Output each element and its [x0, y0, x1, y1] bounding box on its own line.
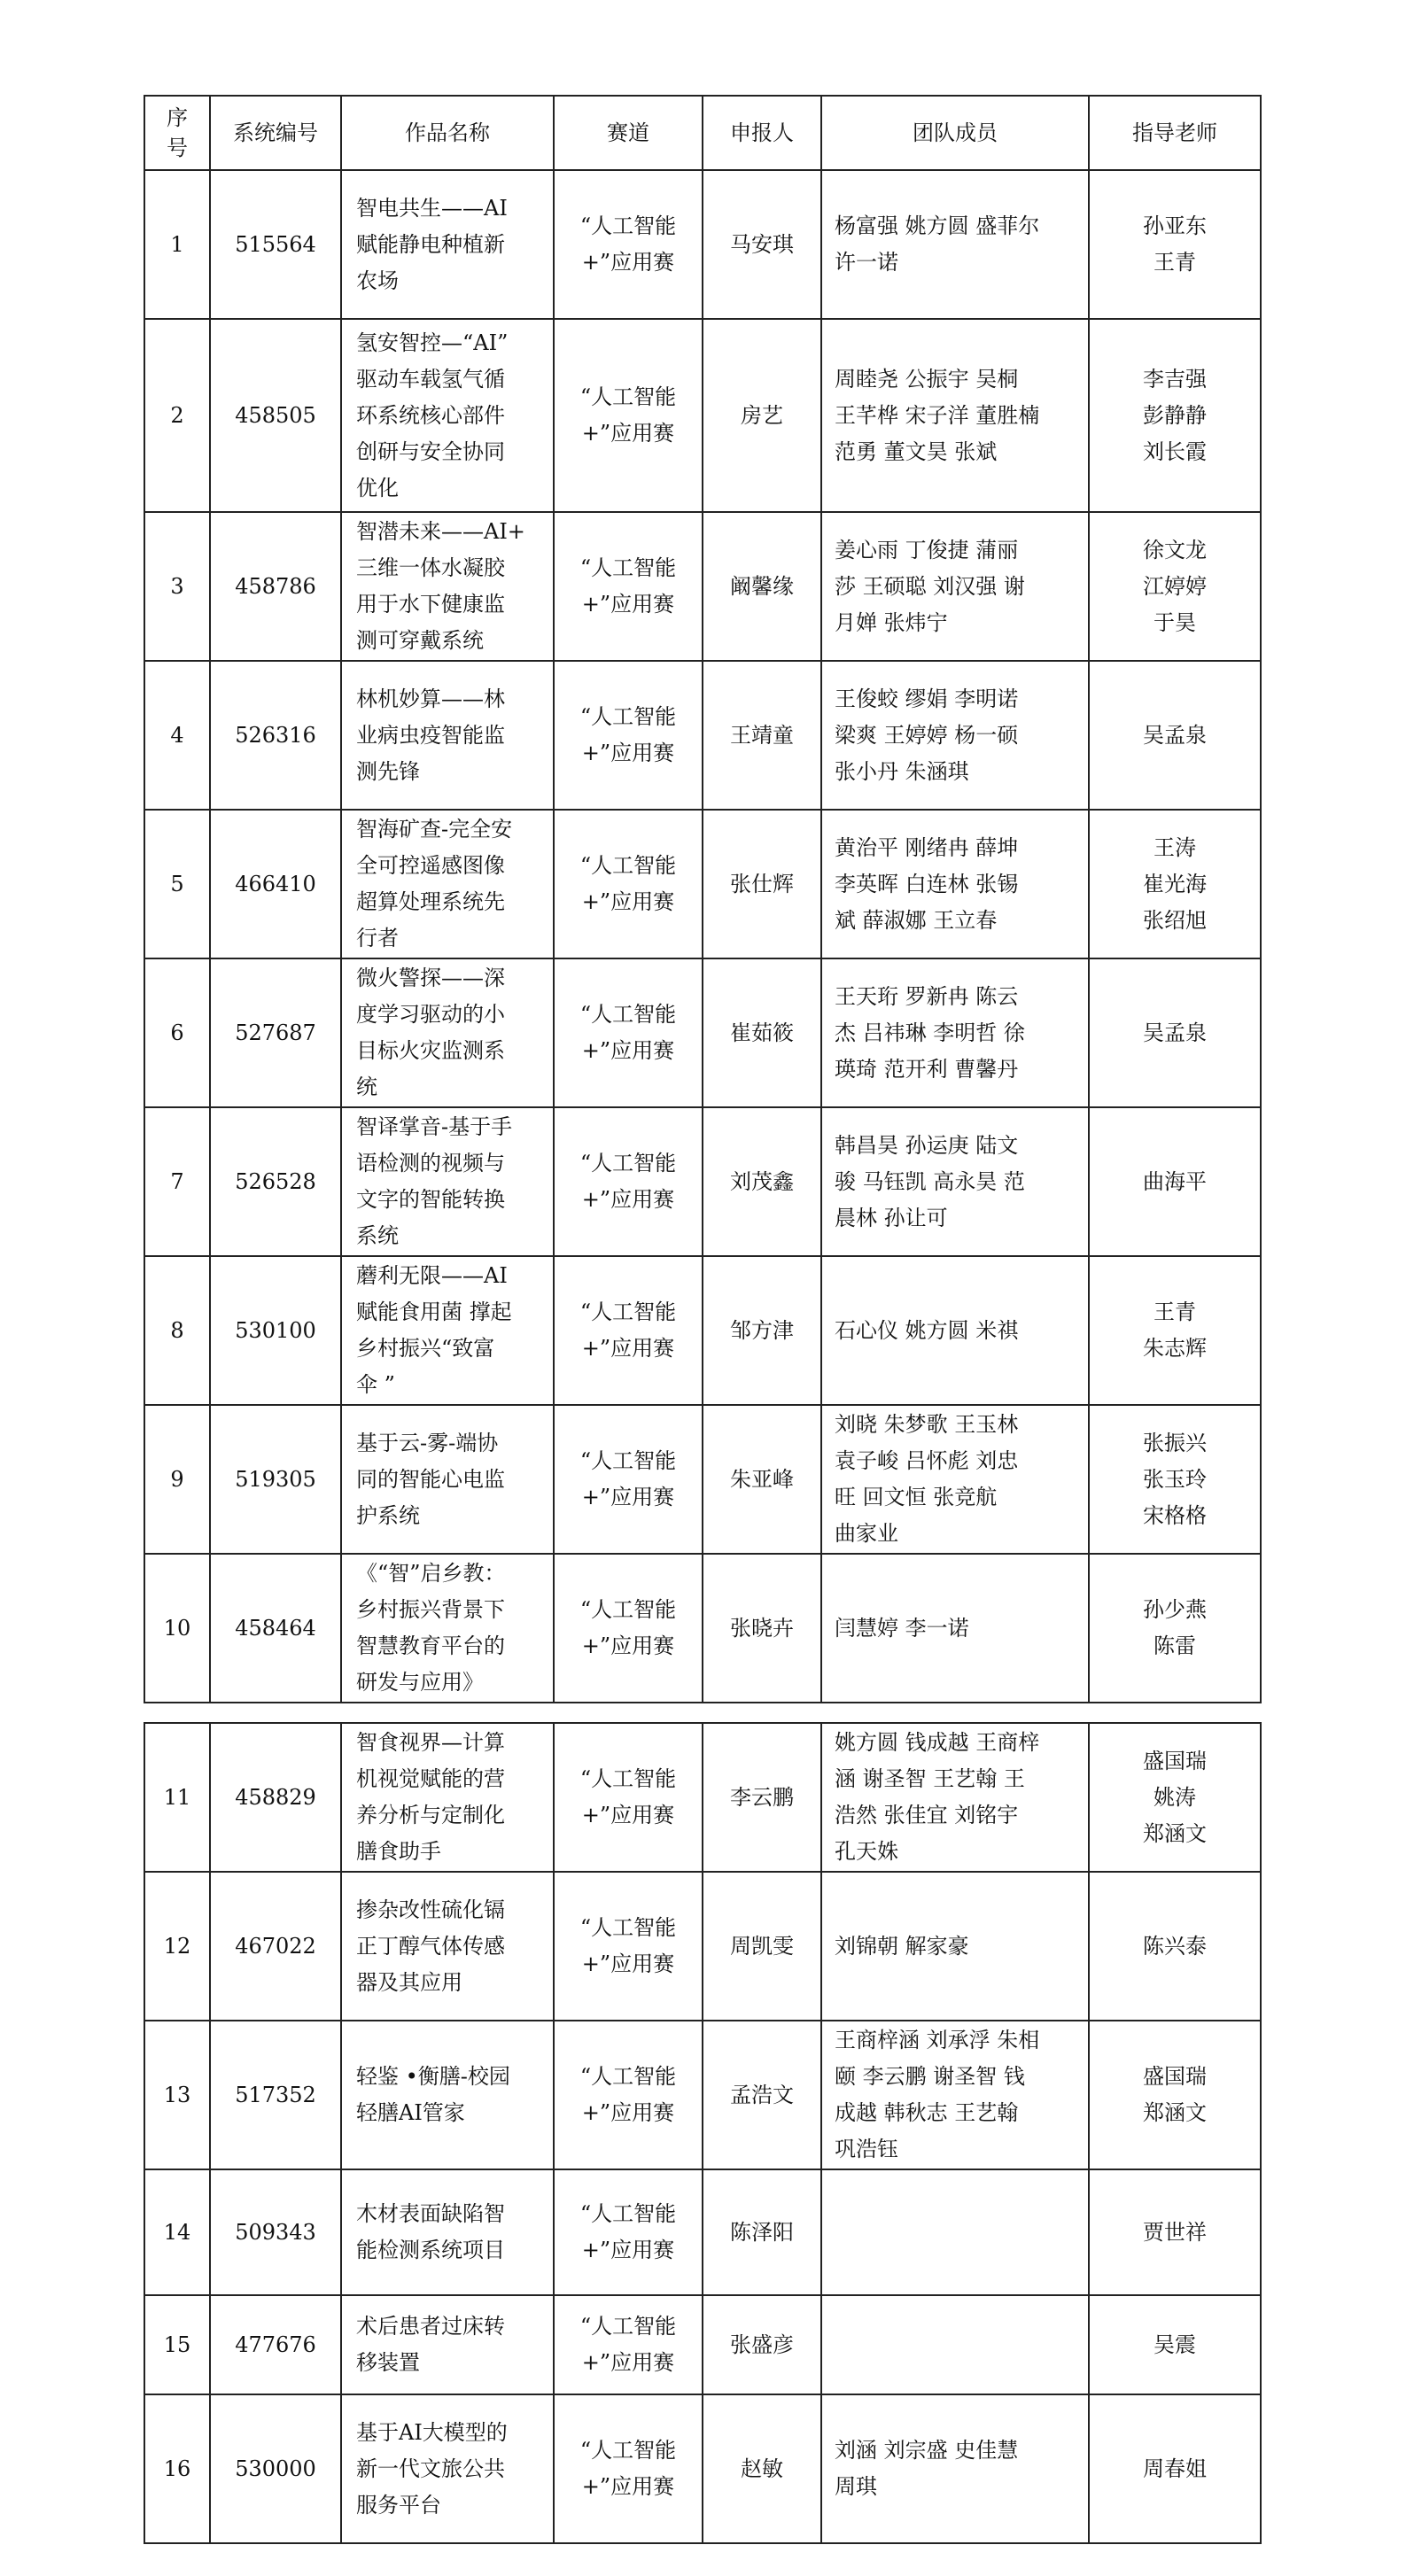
project-table-2: [144, 1722, 1262, 2544]
team-member-line: 韩昌昊 孙运庚 陆文: [835, 1132, 1019, 1158]
advisor-name: 宋格格: [1143, 1502, 1207, 1528]
header-advisor: 指导老师: [1089, 96, 1261, 170]
track-line: +”应用赛: [581, 2238, 675, 2262]
cell-track: [554, 1872, 703, 2021]
team-member-line: 王芊桦 宋子洋 董胜楠: [835, 402, 1040, 428]
cell-system-code: 458464: [210, 1554, 341, 1703]
team-member-line: 闫慧婷 李一诺: [835, 1615, 969, 1641]
cell-system-code: 467022: [210, 1872, 341, 2021]
cell-system-code: 526528: [210, 1107, 341, 1256]
cell-project-name: [341, 1256, 554, 1405]
cell-index: 4: [144, 661, 210, 810]
cell-index: 15: [144, 2295, 210, 2394]
track-line: +”应用赛: [581, 1038, 675, 1063]
cell-advisor: [1089, 512, 1261, 661]
cell-track: [554, 661, 703, 810]
advisor-name: 张绍旭: [1143, 907, 1207, 933]
cell-track: [554, 2169, 703, 2295]
table-row: [144, 661, 1261, 810]
table-row: [144, 1872, 1261, 2021]
cell-system-code: 515564: [210, 170, 341, 319]
project-name-line: 统: [356, 1075, 377, 1099]
cell-system-code: 466410: [210, 810, 341, 958]
project-name-line: 服务平台: [356, 2492, 441, 2518]
cell-project-name: [341, 512, 554, 661]
cell-advisor: [1089, 1107, 1261, 1256]
cell-applicant: 王靖童: [703, 661, 821, 810]
cell-index: 2: [144, 319, 210, 512]
track-line: +”应用赛: [581, 2474, 675, 2499]
advisor-name: 李吉强: [1143, 366, 1207, 392]
advisor-name: 周春姐: [1143, 2456, 1207, 2481]
cell-index: 13: [144, 2021, 210, 2169]
advisor-name: 江婷婷: [1143, 573, 1207, 599]
project-name-line: 移装置: [356, 2350, 420, 2375]
cell-applicant: 孟浩文: [703, 2021, 821, 2169]
advisor-name: 吴孟泉: [1143, 1020, 1207, 1045]
cell-project-name: [341, 1872, 554, 2021]
track-line: “人工智能: [579, 2064, 677, 2089]
team-member-line: 刘晓 朱梦歌 王玉林: [835, 1412, 1019, 1437]
project-name-line: 行者: [356, 926, 399, 950]
cell-applicant: 阚馨缘: [703, 512, 821, 661]
team-member-line: 张小丹 朱涵琪: [835, 758, 969, 784]
cell-track: [554, 810, 703, 958]
cell-index: 6: [144, 958, 210, 1107]
cell-advisor: [1089, 319, 1261, 512]
advisor-name: 陈兴泰: [1143, 1933, 1207, 1959]
team-member-line: 王商梓涵 刘承浮 朱相: [835, 2028, 1040, 2052]
advisor-name: 徐文龙: [1143, 537, 1207, 563]
advisor-name: 贾世祥: [1143, 2219, 1207, 2245]
advisor-name: 崔光海: [1143, 871, 1207, 896]
team-member-line: 李英晖 白连林 张锡: [835, 871, 1019, 896]
advisor-name: 张玉玲: [1143, 1466, 1207, 1492]
table-row: [144, 810, 1261, 958]
advisor-name: 王涛: [1154, 834, 1196, 860]
cell-track: [554, 1723, 703, 1872]
project-name-line: 膳食助手: [356, 1839, 441, 1864]
table-row: [144, 512, 1261, 661]
cell-applicant: 马安琪: [703, 170, 821, 319]
cell-system-code: 519305: [210, 1405, 341, 1554]
project-name-line: 智译掌音-基于手: [356, 1114, 513, 1139]
cell-system-code: 458829: [210, 1723, 341, 1872]
cell-team-members: [821, 319, 1089, 512]
team-member-line: 刘涵 刘宗盛 史佳慧: [835, 2438, 1019, 2463]
track-line: +”应用赛: [581, 741, 675, 765]
table-row: [144, 2295, 1261, 2394]
cell-system-code: 509343: [210, 2169, 341, 2295]
header-team-members: 团队成员: [821, 96, 1089, 170]
cell-project-name: [341, 1554, 554, 1703]
project-name-line: 智潜未来——AI+: [356, 519, 525, 544]
cell-track: [554, 319, 703, 512]
track-line: +”应用赛: [581, 421, 675, 446]
track-line: +”应用赛: [581, 2350, 675, 2375]
table-row: [144, 2169, 1261, 2295]
advisor-name: 张振兴: [1143, 1430, 1207, 1455]
project-name-line: 农场: [356, 268, 399, 293]
cell-applicant: 朱亚峰: [703, 1405, 821, 1554]
team-member-line: 周琪: [835, 2474, 877, 2499]
cell-team-members: [821, 810, 1089, 958]
project-name-line: 驱动车载氢气循: [356, 366, 505, 392]
cell-project-name: [341, 1405, 554, 1554]
cell-advisor: [1089, 1405, 1261, 1554]
cell-system-code: 458505: [210, 319, 341, 512]
team-member-line: 瑛琦 范开利 曹馨丹: [835, 1056, 1019, 1082]
advisor-name: 吴震: [1154, 2332, 1196, 2357]
cell-advisor: [1089, 2295, 1261, 2394]
table-row: [144, 2021, 1261, 2169]
team-member-line: 涵 谢圣智 王艺翰 王: [835, 1766, 1025, 1791]
cell-team-members: [821, 2169, 1089, 2295]
cell-index: 10: [144, 1554, 210, 1703]
cell-index: 1: [144, 170, 210, 319]
cell-applicant: 崔茹筱: [703, 958, 821, 1107]
cell-track: [554, 1405, 703, 1554]
advisor-name: 吴孟泉: [1143, 722, 1207, 748]
cell-team-members: [821, 1723, 1089, 1872]
team-member-line: 孔天姝: [835, 1839, 898, 1864]
cell-index: 7: [144, 1107, 210, 1256]
header-applicant: 申报人: [703, 96, 821, 170]
advisor-name: 孙亚东: [1143, 213, 1207, 238]
cell-track: [554, 2021, 703, 2169]
project-name-line: 语检测的视频与: [356, 1151, 505, 1175]
track-line: “人工智能: [579, 1448, 677, 1473]
project-name-line: 林机妙算——林: [356, 686, 505, 711]
cell-project-name: [341, 1107, 554, 1256]
track-line: “人工智能: [579, 2201, 677, 2226]
cell-track: [554, 1256, 703, 1405]
cell-applicant: 李云鹏: [703, 1723, 821, 1872]
advisor-name: 郑涵文: [1143, 2100, 1207, 2125]
table-row: [144, 1107, 1261, 1256]
table-row: [144, 1405, 1261, 1554]
cell-project-name: [341, 661, 554, 810]
header-track: 赛道: [554, 96, 703, 170]
team-member-line: 杰 吕祎琳 李明哲 徐: [835, 1020, 1025, 1045]
project-name-line: 度学习驱动的小: [356, 1002, 505, 1027]
cell-advisor: [1089, 1256, 1261, 1405]
team-member-line: 莎 王硕聪 刘汉强 谢: [835, 573, 1025, 599]
project-name-line: 新一代文旅公共: [356, 2456, 505, 2481]
cell-project-name: [341, 2021, 554, 2169]
project-name-line: 测可穿戴系统: [356, 628, 484, 653]
project-name-line: 基于AI大模型的: [356, 2419, 508, 2445]
track-line: “人工智能: [579, 1766, 677, 1791]
project-name-line: 智海矿查-完全安: [356, 817, 513, 842]
cell-project-name: [341, 2295, 554, 2394]
cell-system-code: 530000: [210, 2394, 341, 2543]
cell-team-members: [821, 661, 1089, 810]
cell-applicant: 邹方津: [703, 1256, 821, 1405]
cell-index: 14: [144, 2169, 210, 2295]
team-member-line: 旺 回文恒 张竞航: [835, 1485, 998, 1509]
cell-track: [554, 170, 703, 319]
cell-project-name: [341, 810, 554, 958]
cell-track: [554, 2394, 703, 2543]
team-member-line: 刘锦朝 解家豪: [835, 1933, 969, 1959]
advisor-name: 王青: [1154, 250, 1196, 275]
cell-track: [554, 512, 703, 661]
table-row: [144, 1723, 1261, 1872]
cell-track: [554, 2295, 703, 2394]
cell-track: [554, 958, 703, 1107]
track-line: “人工智能: [579, 1002, 677, 1027]
project-name-line: 研发与应用》: [356, 1670, 484, 1695]
cell-project-name: [341, 958, 554, 1107]
project-name-line: 系统: [356, 1223, 399, 1248]
project-name-line: 掺杂改性硫化镉: [356, 1897, 505, 1922]
project-name-line: 环系统核心部件: [356, 402, 505, 428]
track-line: +”应用赛: [581, 1633, 675, 1658]
cell-project-name: [341, 319, 554, 512]
cell-system-code: 517352: [210, 2021, 341, 2169]
cell-team-members: [821, 2295, 1089, 2394]
header-index: 序 号: [144, 96, 210, 170]
project-name-line: 用于水下健康监: [356, 592, 505, 617]
team-member-line: 姜心雨 丁俊捷 蒲丽: [835, 537, 1019, 563]
project-name-line: 文字的智能转换: [356, 1187, 505, 1212]
cell-team-members: [821, 958, 1089, 1107]
team-member-line: 梁爽 王婷婷 杨一硕: [835, 722, 1019, 748]
advisor-name: 于昊: [1154, 609, 1196, 635]
track-line: +”应用赛: [581, 1187, 675, 1212]
cell-applicant: 陈泽阳: [703, 2169, 821, 2295]
project-name-line: 器及其应用: [356, 1969, 462, 1995]
cell-system-code: 527687: [210, 958, 341, 1107]
project-name-line: 基于云-雾-端协: [356, 1430, 499, 1455]
project-name-line: 正丁醇气体传感: [356, 1933, 505, 1959]
track-line: +”应用赛: [581, 1951, 675, 1976]
track-line: +”应用赛: [581, 592, 675, 617]
cell-index: 3: [144, 512, 210, 661]
project-name-line: 同的智能心电监: [356, 1466, 505, 1492]
project-name-line: 乡村振兴“致富: [356, 1336, 495, 1361]
cell-index: 16: [144, 2394, 210, 2543]
project-name-line: 机视觉赋能的营: [356, 1766, 505, 1791]
project-name-line: 养分析与定制化: [356, 1803, 505, 1827]
track-line: “人工智能: [579, 853, 677, 878]
table-header-row: [144, 96, 1261, 170]
advisor-name: 姚涛: [1154, 1784, 1196, 1810]
team-member-line: 周睦尧 公振宇 吴桐: [835, 366, 1019, 392]
track-line: “人工智能: [579, 704, 677, 729]
project-name-line: 赋能食用菌 撑起: [356, 1300, 512, 1324]
cell-team-members: [821, 512, 1089, 661]
cell-applicant: 周凯雯: [703, 1872, 821, 2021]
project-name-line: 创研与安全协同: [356, 438, 505, 464]
team-member-line: 杨富强 姚方圆 盛菲尔: [835, 213, 1040, 238]
project-name-line: 轻膳AI管家: [356, 2100, 465, 2125]
track-line: “人工智能: [579, 1597, 677, 1622]
table-row: [144, 319, 1261, 512]
project-name-line: 测先锋: [356, 758, 420, 784]
project-name-line: 《“智”启乡教：: [356, 1561, 506, 1586]
team-member-line: 石心仪 姚方圆 米祺: [835, 1317, 1019, 1343]
track-line: +”应用赛: [581, 2100, 675, 2125]
project-name-line: 智食视界—计算: [356, 1730, 505, 1755]
table-row: [144, 170, 1261, 319]
project-name-line: 轻鉴 •衡膳-校园: [356, 2064, 510, 2089]
cell-team-members: [821, 1554, 1089, 1703]
team-member-line: 黄治平 刚绪冉 薛坤: [835, 834, 1019, 860]
track-line: “人工智能: [579, 2314, 677, 2339]
track-line: +”应用赛: [581, 889, 675, 914]
team-member-line: 袁子峻 吕怀彪 刘忠: [835, 1448, 1019, 1473]
cell-advisor: [1089, 1872, 1261, 2021]
cell-advisor: [1089, 170, 1261, 319]
project-name-line: 赋能静电种植新: [356, 231, 505, 257]
project-name-line: 超算处理系统先: [356, 889, 505, 914]
team-member-line: 许一诺: [835, 250, 898, 275]
track-line: “人工智能: [579, 1151, 677, 1175]
advisor-name: 刘长霞: [1143, 438, 1207, 464]
track-line: “人工智能: [579, 1300, 677, 1324]
project-name-line: 优化: [356, 475, 399, 500]
advisor-name: 朱志辉: [1143, 1336, 1207, 1361]
track-line: “人工智能: [579, 213, 677, 238]
project-name-line: 智电共生——AI: [356, 195, 508, 221]
header-project-name: 作品名称: [341, 96, 554, 170]
advisor-name: 彭静静: [1143, 402, 1207, 428]
cell-advisor: [1089, 958, 1261, 1107]
advisor-name: 盛国瑞: [1143, 2064, 1207, 2089]
project-table-1: [144, 95, 1262, 1703]
track-line: +”应用赛: [581, 1485, 675, 1509]
advisor-name: 盛国瑞: [1143, 1748, 1207, 1773]
cell-system-code: 458786: [210, 512, 341, 661]
team-member-line: 姚方圆 钱成越 王商梓: [835, 1730, 1040, 1755]
cell-team-members: [821, 1107, 1089, 1256]
cell-index: 12: [144, 1872, 210, 2021]
team-member-line: 颐 李云鹏 谢圣智 钱: [835, 2064, 1025, 2089]
cell-applicant: 张仕辉: [703, 810, 821, 958]
cell-project-name: [341, 2169, 554, 2295]
project-name-line: 智慧教育平台的: [356, 1633, 505, 1658]
header-system-code: 系统编号: [210, 96, 341, 170]
cell-team-members: [821, 170, 1089, 319]
team-member-line: 晨林 孙让可: [835, 1205, 948, 1230]
cell-system-code: 477676: [210, 2295, 341, 2394]
cell-project-name: [341, 170, 554, 319]
team-member-line: 曲家业: [835, 1521, 898, 1546]
cell-track: [554, 1554, 703, 1703]
advisor-name: 陈雷: [1154, 1633, 1196, 1658]
cell-team-members: [821, 1405, 1089, 1554]
cell-index: 11: [144, 1723, 210, 1872]
project-name-line: 氢安智控—“AI”: [356, 330, 509, 355]
cell-advisor: [1089, 2394, 1261, 2543]
track-line: “人工智能: [579, 384, 677, 409]
team-member-line: 浩然 张佳宜 刘铭宇: [835, 1803, 1019, 1827]
cell-team-members: [821, 2394, 1089, 2543]
track-line: +”应用赛: [581, 250, 675, 275]
project-name-line: 术后患者过床转: [356, 2314, 505, 2339]
project-name-line: 木材表面缺陷智: [356, 2201, 505, 2226]
cell-advisor: [1089, 1723, 1261, 1872]
team-member-line: 王俊蛟 缪娟 李明诺: [835, 686, 1019, 711]
team-member-line: 月婵 张炜宁: [835, 609, 948, 635]
track-line: “人工智能: [579, 2438, 677, 2463]
cell-system-code: 530100: [210, 1256, 341, 1405]
cell-team-members: [821, 1256, 1089, 1405]
project-name-line: 蘑利无限——AI: [356, 1263, 508, 1288]
cell-applicant: 房艺: [703, 319, 821, 512]
cell-advisor: [1089, 1554, 1261, 1703]
project-name-line: 业病虫疫智能监: [356, 722, 505, 748]
project-name-line: 三维一体水凝胶: [356, 555, 505, 580]
project-name-line: 护系统: [356, 1502, 420, 1528]
cell-team-members: [821, 1872, 1089, 2021]
team-member-line: 巩浩钰: [835, 2137, 898, 2161]
table-row: [144, 1554, 1261, 1703]
cell-project-name: [341, 1723, 554, 1872]
cell-advisor: [1089, 661, 1261, 810]
table-row: [144, 958, 1261, 1107]
table-row: [144, 2394, 1261, 2543]
cell-index: 9: [144, 1405, 210, 1554]
cell-project-name: [341, 2394, 554, 2543]
track-line: +”应用赛: [581, 1336, 675, 1361]
cell-index: 5: [144, 810, 210, 958]
cell-team-members: [821, 2021, 1089, 2169]
project-name-line: 伞 ”: [356, 1372, 395, 1397]
cell-system-code: 526316: [210, 661, 341, 810]
project-name-line: 微火警探——深: [356, 966, 505, 990]
team-member-line: 范勇 董文昊 张斌: [835, 438, 998, 464]
advisor-name: 郑涵文: [1143, 1820, 1207, 1846]
team-member-line: 斌 薛淑娜 王立春: [835, 907, 998, 933]
cell-advisor: [1089, 2021, 1261, 2169]
project-name-line: 目标火灾监测系: [356, 1038, 505, 1063]
cell-applicant: 张晓卉: [703, 1554, 821, 1703]
cell-track: [554, 1107, 703, 1256]
cell-applicant: 赵敏: [703, 2394, 821, 2543]
cell-applicant: 张盛彦: [703, 2295, 821, 2394]
team-member-line: 骏 马钰凯 高永昊 范: [835, 1168, 1025, 1194]
cell-index: 8: [144, 1256, 210, 1405]
team-member-line: 王天珩 罗新冉 陈云: [835, 983, 1019, 1009]
track-line: +”应用赛: [581, 1803, 675, 1827]
project-name-line: 乡村振兴背景下: [356, 1597, 505, 1622]
track-line: “人工智能: [579, 555, 677, 580]
table-row: [144, 1256, 1261, 1405]
cell-advisor: [1089, 2169, 1261, 2295]
advisor-name: 王青: [1154, 1300, 1196, 1324]
project-name-line: 能检测系统项目: [356, 2238, 505, 2262]
team-member-line: 成越 韩秋志 王艺翰: [835, 2100, 1019, 2125]
cell-advisor: [1089, 810, 1261, 958]
advisor-name: 孙少燕: [1143, 1597, 1207, 1622]
advisor-name: 曲海平: [1143, 1168, 1207, 1194]
cell-applicant: 刘茂鑫: [703, 1107, 821, 1256]
project-name-line: 全可控遥感图像: [356, 853, 505, 878]
track-line: “人工智能: [579, 1915, 677, 1940]
